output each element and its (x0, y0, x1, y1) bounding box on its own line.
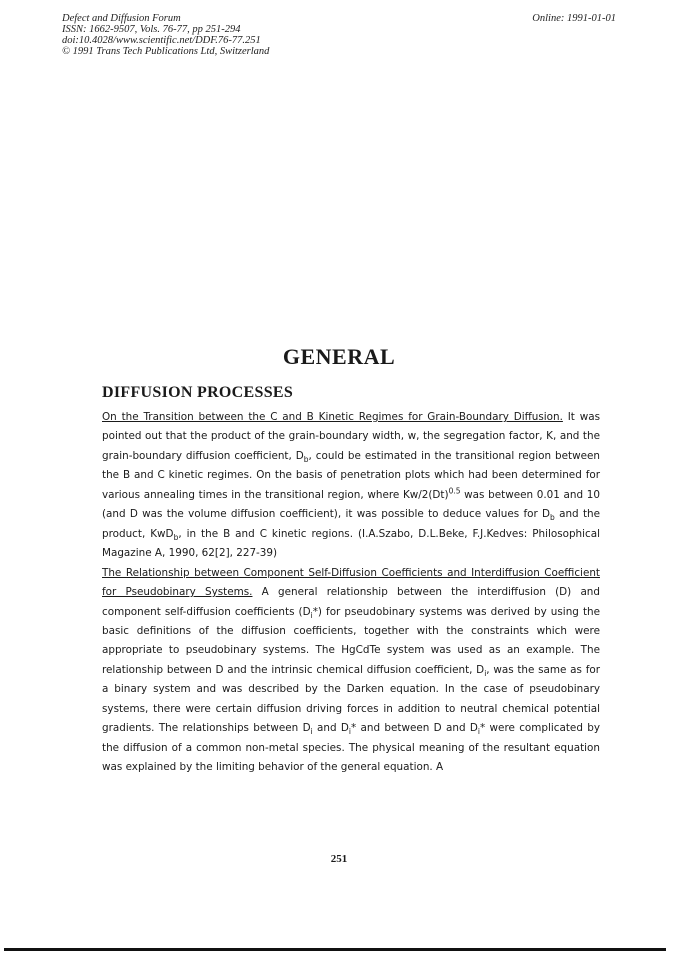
page-number: 251 (330, 853, 348, 865)
article-text: * and between D and D (351, 722, 478, 735)
article-paragraph (102, 408, 600, 564)
article-text: * were complicated by the diffusion of a common non-metal species. The physical meaning of the resultant equation was explained by the limiting behavior of the general equation. A (102, 722, 600, 774)
article-text: , in the B and C kinetic regions. (I.A.Szabo, D.L.Beke, F.J.Kedves: Philosophical Magazine A, 1990, 62[2], 227-39) (102, 527, 600, 560)
article-title: The Relationship between Component Self-Diffusion Coefficients and Interdiffusion Coefficient for Pseudobinary Systems. (102, 566, 600, 599)
article-text: , was the same as for a binary system and was described by the Darken equation. In the case of pseudobinary systems, there were certain diffusion driving forces in addition to neutral chemical potential gradients. The relationships between D (102, 663, 600, 735)
article-text: and the product, KwD (102, 508, 600, 540)
footer-rule (4, 948, 666, 951)
subscript: i (310, 727, 313, 737)
online-date: Online: 1991-01-01 (532, 13, 616, 24)
article-text: *) for pseudobinary systems was derived by using the basic definitions of the diffusion coefficients, together with the constraints which were appropriate to pseudobinary systems. The HgCdTe system was used as an example. The relationship between D and the intrinsic chemical diffusion coefficient, D (102, 605, 600, 676)
subscript: i (484, 668, 487, 678)
article-text: was between 0.01 and 10 (and D was the volume diffusion coefficient), it was possible to deduce values for D (102, 488, 600, 521)
subscript: b (303, 454, 309, 464)
article-paragraph (102, 564, 600, 778)
subscript: i (348, 727, 351, 737)
article-text: It was pointed out that the product of the grain-boundary width, w, the segregation factor, K, and the grain-boundary diffusion coefficient, D (102, 411, 600, 462)
subscript: i (477, 727, 481, 737)
article-text: A general relationship between the interdiffusion (D) and component self-diffusion coefficients (D (102, 586, 600, 618)
subscript: b (550, 513, 555, 523)
issn-line: ISSN: 1662-9507, Vols. 76-77, pp 251-294 (62, 24, 241, 35)
article-title: On the Transition between the C and B Kinetic Regimes for Grain-Boundary Diffusion. (102, 411, 563, 423)
subscript: b (173, 532, 179, 542)
doi-line: doi:10.4028/www.scientific.net/DDF.76-77.251 (62, 35, 261, 46)
copyright-line: © 1991 Trans Tech Publications Ltd, Switzerland (62, 46, 270, 57)
journal-header (62, 13, 269, 57)
subscript: i (310, 610, 313, 620)
journal-name: Defect and Diffusion Forum (62, 13, 181, 24)
article-body (102, 408, 600, 778)
superscript: 0.5 (448, 486, 461, 496)
section-heading: GENERAL (282, 344, 396, 369)
subsection-heading: DIFFUSION PROCESSES (102, 384, 294, 401)
article-text: and D (312, 722, 349, 735)
article-text: , could be estimated in the transitional region between the B and C kinetic regimes. On the basis of penetration plots which had been determined for various annealing times in the transitional region, where Kw/2(Dt) (102, 449, 600, 501)
